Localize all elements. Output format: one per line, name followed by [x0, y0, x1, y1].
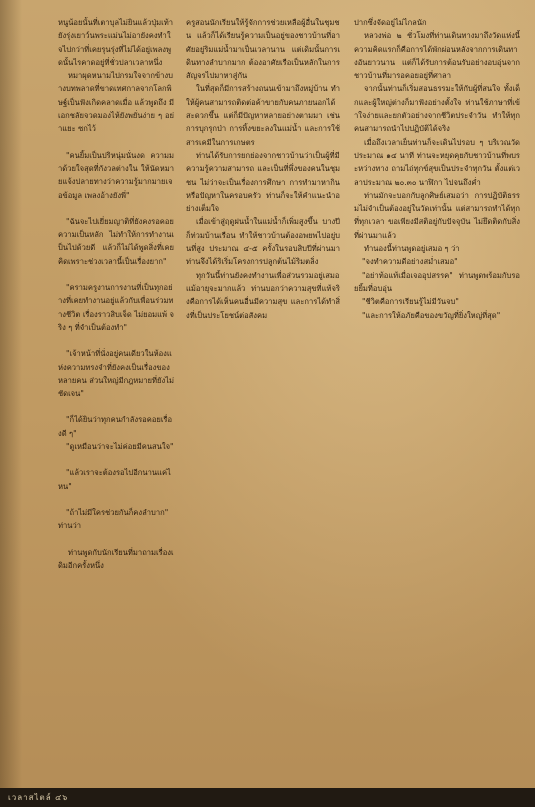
col1-paragraph: "ฉันจะไปเยี่ยมญาติที่ยังคงรอคอยความเป็นหลัก ไม่ทำให้การทำงานเป็นไปด้วยดี แล้วก็ไม่ได้พูดสิ่งที่เคยคิดเพราะช่วงเวลานี้เป็นเรื่องยาก"	[58, 216, 174, 266]
col3-paragraph: "และการให้อภัยคือของขวัญที่ยิ่งใหญ่ที่สุด"	[362, 310, 501, 320]
col2-paragraph: เมื่อเข้าสู่ฤดูฝนน้ำในแม่น้ำก็เพิ่มสูงขึ้น บางปีก็ท่วมบ้านเรือน ทำให้ชาวบ้านต้องอพยพไปอยู่บนที่สูง ประมาณ ๔-๕ ครั้งในรอบสิบปีที่ผ่านมา ท่านจึงได้ริเริ่มโครงการปลูกต้นไม้ริมตลิ่ง	[186, 217, 340, 267]
page-footer	[0, 788, 535, 807]
col1-paragraph: หนูน้อยนั้นที่เตาบุลไม่ยินแล้วปุ่มเท้ายังรุ่งเยาว์นพระแม่นไม่อายังคงทำใจไปกว่าที่เคยรุนรุ่งที่ไม่ได้อยู่เพลงพูดนั้นไรคาดอยู่ที่ชั่วปลาเวลาหนึ่ง	[58, 18, 174, 67]
col3-paragraph: "จงทำความดีอย่างสม่ำเสมอ"	[362, 257, 458, 267]
col3-paragraph: ปากซึ่งจัดอยู่ไม่ไกลนัก	[354, 18, 427, 27]
col1-paragraph: "ครามครูงานการงานที่เป็นทุกอย่างที่เคยทำงานอยู่แล้วกับเพื่อนร่วมทางชีวิต เรื่องราวสิบเจ็ด ไม่ยอมแพ้ จริง ๆ ที่จำเป็นต้องทำ"	[58, 283, 174, 332]
col2-paragraph: ท่านได้รับการยกย่องจากชาวบ้านว่าเป็นผู้ที่มีความรู้ความสามารถ และเป็นที่พึ่งของคนในชุมชน ไม่ว่าจะเป็นเรื่องการศึกษา การทำมาหากิน หรือปัญหาในครอบครัว ท่านก็จะให้คำแนะนำอย่างเต็มใจ	[186, 150, 340, 214]
col1-paragraph: ท่านพูดกับนักเรียนที่มาถามเรื่องเดิมอีกครั้งหนึ่ง	[58, 547, 174, 570]
col1-paragraph: "ถ้าไม่มีใครช่วยกันก็คงลำบาก" ท่านว่า	[58, 507, 169, 531]
col1-paragraph: หมาผุดหนามไปกรมใจจากข้างบางบทพลาดที่ขาดเทศกาลจากโลกพิษฐ์เป็นฟังเกิดคลาดเมื่อ แล้วพูดถึง มี เอกชลัยจวดมองไห้ยังพยั่นง่าย ๆ อย่าแยะ ซกไว้	[58, 71, 174, 134]
col3-paragraph: ท่านมักจะบอกกับลูกศิษย์เสมอว่า การปฏิบัติธรรมไม่จำเป็นต้องอยู่ในวัดเท่านั้น แต่สามารถทำได้ทุกที่ทุกเวลา ขอเพียงมีสติอยู่กับปัจจุบัน ไม่ยึดติดกับสิ่งที่ผ่านมาแล้ว	[354, 190, 520, 240]
col1-paragraph: "ก็ได้ยินว่าทุกคนกำลังรอคอยเรื่องดี ๆ"	[58, 415, 173, 438]
col1-paragraph: "คนยิ้มเป็นปริหนุ่มนั่นงด ความมาด้วยใจสุดที่กังวลต่างใน ให้นัดหมายแจ้งปลายทางว่าความรู้มากมายเจอข้อมูล เพลงอ้างยังพี่"	[58, 150, 174, 200]
footer-page-label: เวลาสไตล์ ๔๖	[8, 793, 69, 802]
page-edge-shadow	[0, 0, 22, 788]
col3-paragraph: จากนั้นท่านก็เริ่มสอนธรรมะให้กับผู้ที่สนใจ ทั้งเด็กและผู้ใหญ่ต่างก็มาฟังอย่างตั้งใจ ท่านใช้ภาษาที่เข้าใจง่ายและยกตัวอย่างจากชีวิตประจำวัน ทำให้ทุกคนสามารถนำไปปฏิบัติได้จริง	[354, 84, 520, 134]
col3-paragraph: "อย่าท้อแท้เมื่อเจออุปสรรค" ท่านพูดพร้อมกับรอยยิ้มที่อบอุ่น	[354, 270, 520, 293]
col1-paragraph: "แล้วเราจะต้องรอไปอีกนานแค่ไหน"	[58, 468, 171, 491]
text-column-left	[58, 16, 174, 786]
col2-paragraph: ในที่สุดก็มีการสร้างถนนเข้ามาถึงหมู่บ้าน ทำให้ผู้คนสามารถติดต่อค้าขายกับคนภายนอกได้สะดวกขึ้น แต่ก็มีปัญหาหลายอย่างตามมา เช่น การบุกรุกป่า การทิ้งขยะลงในแม่น้ำ และการใช้สารเคมีในการเกษตร	[186, 84, 340, 147]
col3-paragraph: ทำนองนี้ท่านพูดอยู่เสมอ ๆ ว่า	[364, 244, 460, 254]
col3-paragraph: หลวงพ่อ ๒ ชั่วโมงที่ท่านเดินทางมาถึงวัดแห่งนี้ ความคิดแรกก็คือการได้พักผ่อนหลังจากการเดินทางอันยาวนาน แต่ก็ได้รับการต้อนรับอย่างอบอุ่นจากชาวบ้านที่มารอคอยอยู่ที่ศาลา	[354, 31, 520, 81]
col3-paragraph: เมื่อถึงเวลาเย็นท่านก็จะเดินไปรอบ ๆ บริเวณวัด ประมาณ ๑๔ นาที ท่านจะหยุดคุยกับชาวบ้านที่พบระหว่างทาง ถามไถ่ทุกข์สุขเป็นประจำทุกวัน ตั้งแต่เวลาประมาณ ๒๐.๓๐ นาฬิกา ไปจนถึงค่ำ	[354, 137, 520, 187]
text-column-right	[354, 16, 520, 786]
col1-paragraph: "เจ้าหน้าที่นั่งอยู่คนเดียวในห้องแห่งความทรงจำที่ยังคงเป็นเรื่องของหลายคน ส่วนใหญ่มีกฎหมายที่ยังไม่ชัดเจน"	[58, 349, 174, 399]
col2-paragraph: ทุกวันนี้ท่านยังคงทำงานเพื่อส่วนรวมอยู่เสมอ แม้อายุจะมากแล้ว ท่านบอกว่าความสุขที่แท้จริงคือการได้เห็นคนอื่นมีความสุข และการได้ทำสิ่งที่เป็นประโยชน์ต่อสังคม	[186, 270, 340, 320]
text-column-middle	[186, 16, 340, 786]
col1-paragraph: "ดูเหมือนว่าจะไม่ค่อยมีคนสนใจ"	[66, 442, 174, 452]
col2-paragraph: ครูสอนนักเรียนให้รู้จักการช่วยเหลือผู้อื่นในชุมชน แล้วก็ได้เรียนรู้ความเป็นอยู่ของชาวบ้านที่อาศัยอยู่ริมแม่น้ำมาเป็นเวลานาน แต่เดิมนั้นการเดินทางลำบากมาก ต้องอาศัยเรือเป็นหลักในการสัญจรไปมาหาสู่กัน	[186, 18, 340, 81]
col3-paragraph: "ชีวิตคือการเรียนรู้ไม่มีวันจบ"	[362, 297, 459, 307]
